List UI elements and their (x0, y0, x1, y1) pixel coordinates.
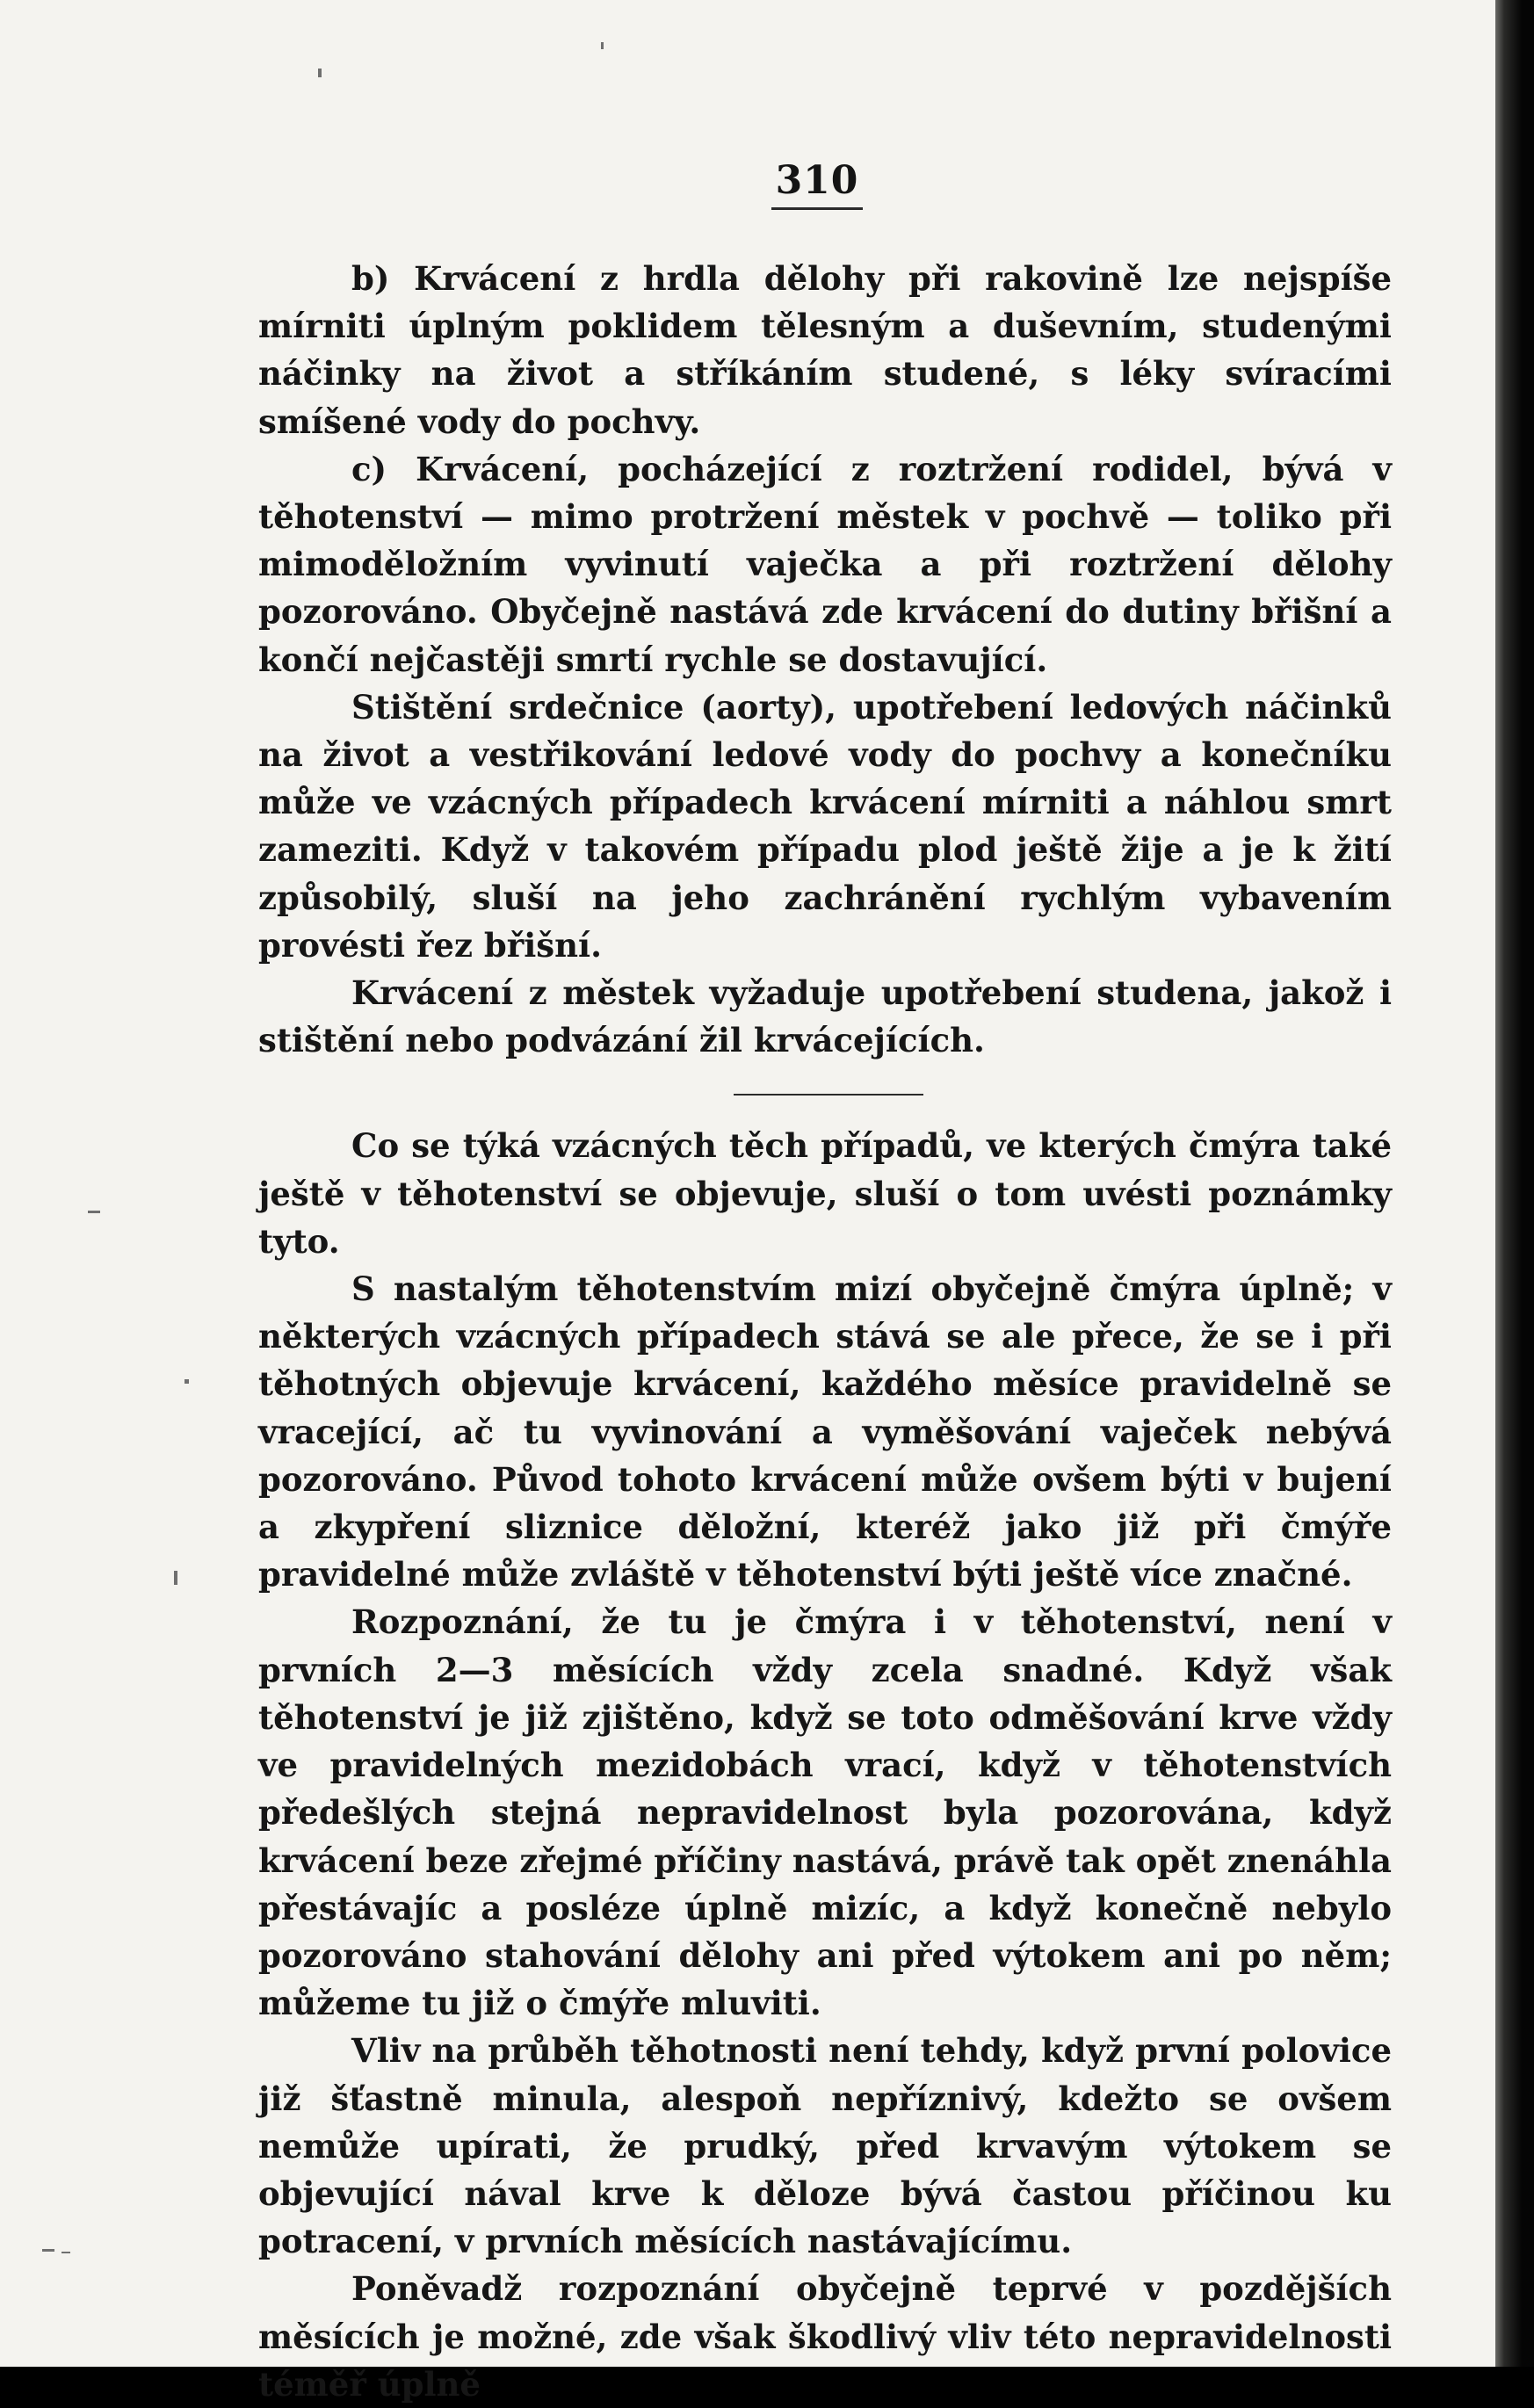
paragraph: Vliv na průběh těhotnosti není tehdy, když první polovice již šťastně minula, alespoň nepříznivý, kdežto se ovšem nemůže upírati, že prudký, před krvavým výtokem se objevující nával krve k děloze bývá častou příčinou ku potracení, v prvních měsících nastávajícímu. (258, 2031, 1392, 2261)
page-number: 310 (775, 158, 859, 203)
scan-border (1495, 0, 1534, 2367)
scan-speck (88, 1211, 100, 1213)
paragraph: Krvácení z městek vyžaduje upotřebení studena, jakož i stištění nebo podvázání žil krvácejících. (258, 973, 1392, 1060)
paragraph: b) Krvácení z hrdla dělohy při rakovině lze nejspíše mírniti úplným poklidem tělesným a duševním, studenými náčinky na život a stříkáním studené, s léky svíracími smíšené vody do pochvy. (258, 259, 1392, 441)
paragraph: Rozpoznání, že tu je čmýra i v těhotenství, není v prvních 2—3 měsících vždy zcela snadné. Když však těhotenství je již zjištěno, když se toto odměšování krve vždy ve pravidelných mezidobách vrací, když v těhotenstvích předešlých stejná nepravidelnost byla pozorována, když krvácení beze zřejmé příčiny nastává, právě tak opět znenáhla přestávajíc a posléze úplně mizíc, a když konečně nebylo pozorováno stahování dělohy ani před výtokem ani po něm; můžeme tu již o čmýře mluviti. (258, 1602, 1392, 2023)
paragraph: S nastalým těhotenstvím mizí obyčejně čmýra úplně; v některých vzácných případech stává se ale přece, že se i při těhotných objevuje krvácení, každého měsíce pravidelně se vracející, ač tu vyvinování a vyměšování vaječek nebývá pozorováno. Původ tohoto krvácení může ovšem býti v bujení a zkypření sliznice děložní, kteréž jako již při čmýře pravidelné může zvláště v těhotenství býti ještě více značné. (258, 1269, 1392, 1594)
scan-speck (174, 1571, 177, 1585)
body-text (258, 255, 1392, 2408)
scan-speck (62, 2252, 70, 2253)
paragraph: c) Krvácení, pocházející z roztržení rodidel, bývá v těhotenství — mimo protržení městek v pochvě — toliko při mimoděložním vyvinutí vaječka a při roztržení dělohy pozorováno. Obyčejně nastává zde krvácení do dutiny břišní a končí nejčastěji smrtí rychle se dostavující. (258, 449, 1392, 679)
scan-speck (601, 42, 604, 49)
page-number-underline (771, 207, 863, 210)
section-divider (734, 1094, 923, 1096)
scan-speck (185, 1379, 189, 1384)
scan-speck (42, 2249, 54, 2252)
scan-speck (318, 69, 322, 77)
paragraph: Stištění srdečnice (aorty), upotřebení ledových náčinků na život a vestřikování ledové vody do pochvy a konečníku může ve vzácných případech krvácení mírniti a náhlou smrt zameziti. Když v takovém případu plod ještě žije a je k žití způsobilý, sluší na jeho zachránění rychlým vybavením provésti řez břišní. (258, 687, 1392, 965)
paragraph: Co se týká vzácných těch případů, ve kterých čmýra také ještě v těhotenství se objevuje, sluší o tom uvésti poznámky tyto. (258, 1126, 1392, 1261)
paragraph: Poněvadž rozpoznání obyčejně teprvé v pozdějších měsících je možné, zde však škodlivý vliv této nepravidelnosti téměř úplně (258, 2269, 1392, 2404)
